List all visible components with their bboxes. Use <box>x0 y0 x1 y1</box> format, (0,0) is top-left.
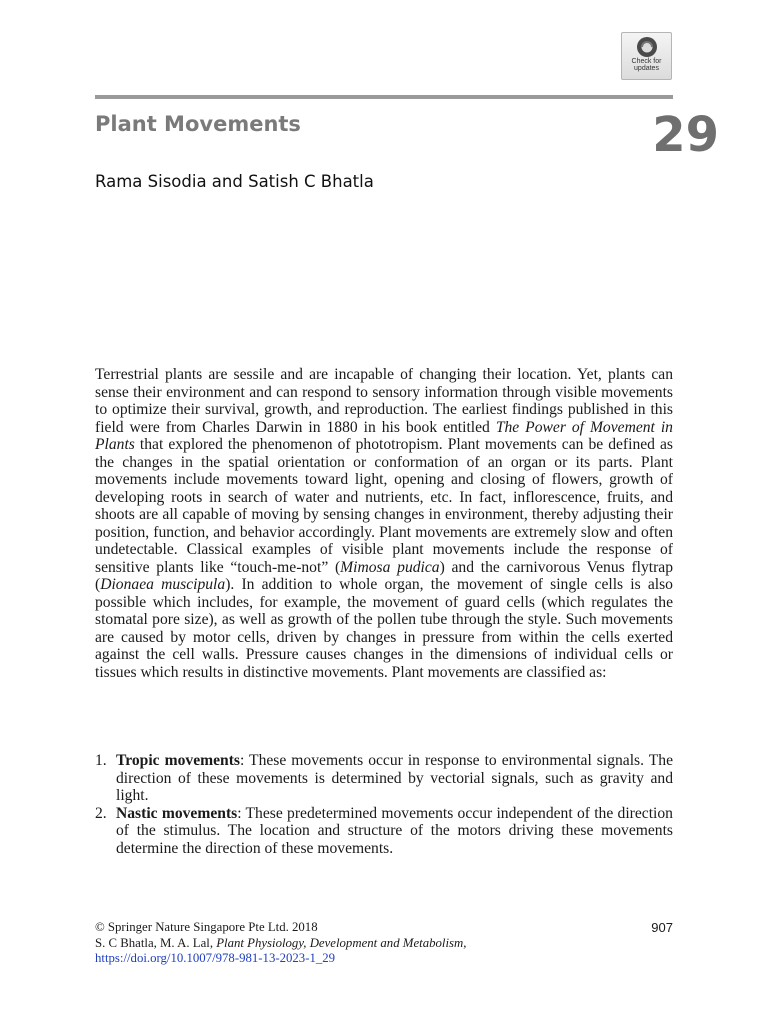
check-for-updates-badge[interactable] <box>621 32 672 80</box>
check-updates-icon <box>636 36 658 58</box>
page-footer <box>95 920 673 967</box>
species-mimosa: Mimosa pudica <box>340 558 440 576</box>
species-dionaea: Dionaea muscipula <box>100 576 226 593</box>
header-rule <box>95 95 673 99</box>
intro-paragraph: Terrestrial plants are sessile and are incapable of changing their location. Yet, plants can sense their environment and can respond to sensory information through visible movements to optimize their survival, growth, and reproduction. The earliest findings published in this field were from Charles Darwin in 1880 in his book entitled The Power of Movement in Plants that explored the phenomenon of phototropism. Plant movements can be defined as the changes in the spatial orientation or conformation of an organ or its parts. Plant movements include movements toward light, opening and closing of flowers, growth of developing roots in search of water and nutrients, etc. In fact, inflorescence, fruits, and shoots are all capable of moving by sensing changes in environment, thereby adjusting their position, function, and behavior accordingly. Plant movements are extremely slow and often undetectable. Classical examples of visible plant movements include the response of sensitive plants like “touch-me-not” (Mimosa pudica) and the carnivorous Venus flytrap (Dionaea muscipula). In addition to whole organ, the movement of single cells is also possible which includes, for example, the movement of guard cells (which regulates the stomatal pore size), as well as growth of the pollen tube through the style. Such movements are caused by motor cells, driven by changes in pressure from within the cells exerted against the cell walls. Pressure causes changes in the dimensions of individual cells or tissues which results in distinctive movements. Plant movements are classified as: <box>95 366 674 681</box>
chapter-title: Plant Movements <box>95 112 301 136</box>
doi-link[interactable]: https://doi.org/10.1007/978-981-13-2023-1_29 <box>95 951 336 965</box>
copyright-line: © Springer Nature Singapore Pte Ltd. 2018 <box>95 920 318 934</box>
citation-line: S. C Bhatla, M. A. Lal, Plant Physiology, Development and Metabolism, <box>95 935 467 950</box>
badge-line-1: Check for <box>631 58 662 65</box>
movement-classification-list <box>95 752 673 857</box>
book-title: The Power of Movement in Plants <box>95 418 673 453</box>
list-item: 2. Nastic movements: These predetermined movements occur independent of the direction of the stimulus. The location and structure of the motors driving these movements determine the direction of these movements. <box>95 804 673 857</box>
chapter-number: 29 <box>652 107 719 163</box>
list-item: 1. Tropic movements: These movements occur in response to environmental signals. The direction of these movements is determined by vectorial signals, such as gravity and light. <box>95 752 673 804</box>
badge-line-2: updates <box>634 65 659 72</box>
chapter-authors: Rama Sisodia and Satish C Bhatla <box>95 172 374 191</box>
page-number: 907 <box>651 920 673 935</box>
